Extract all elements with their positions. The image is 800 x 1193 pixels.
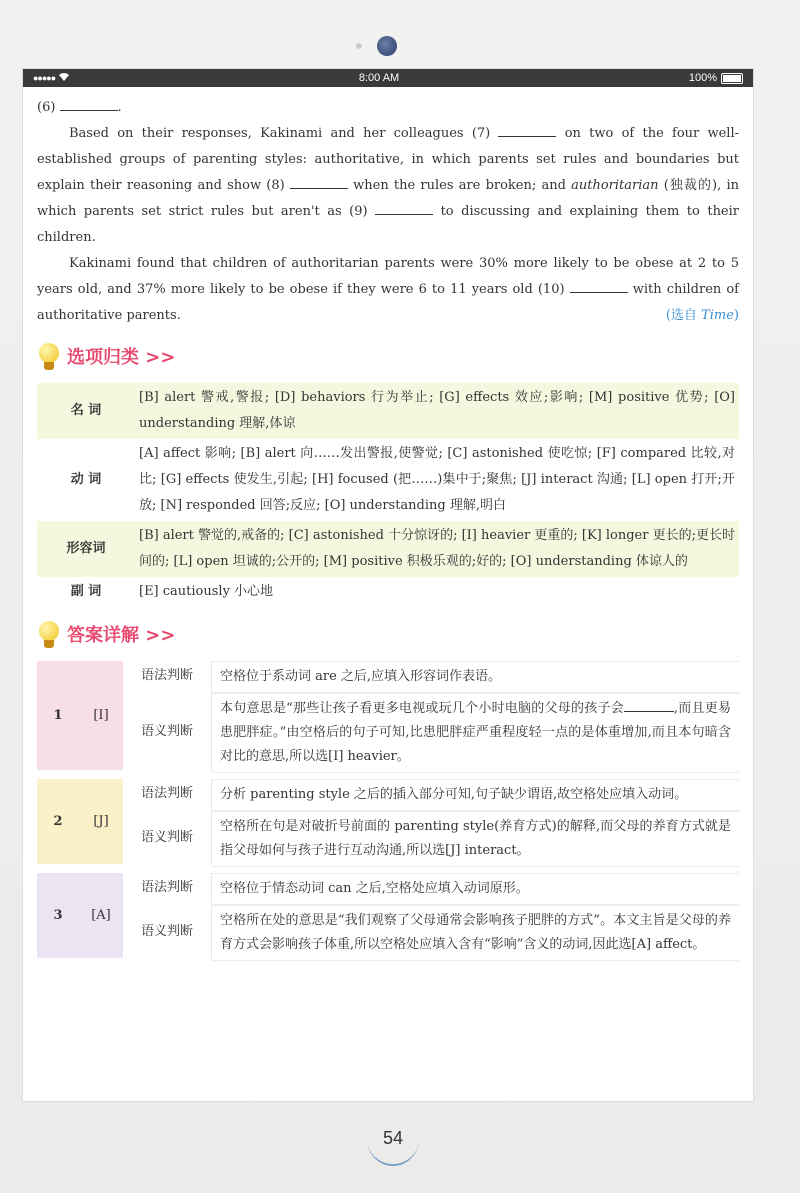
battery-percent: 100%: [688, 72, 717, 84]
blank-10: [570, 280, 628, 293]
category-row-adjective: 形容词 [B] alert 警觉的,戒备的; [C] astonished 十分惊讶的; [I] heavier 更重的; [K] longer 更长的;更长时间的; [L] open 坦诚的;公开的; [M] positive 积极乐观的;好的; [O] understanding 体谅人的: [37, 521, 739, 577]
status-bar: [23, 69, 753, 87]
answer-row-1-semantic: 语义判断 本句意思是“那些让孩子看更多电视或玩几个小时电脑的父母的孩子会 ,而且更易患肥胖症。”由空格后的句子可知,比患肥胖症严重程度轻一点的是体重增加,而且本句暗含对比的意思,所以选[I] heavier。: [37, 693, 739, 773]
lightbulb-icon: [37, 621, 61, 651]
passage-paragraph-2: Kakinami found that children of authoritarian parents were 30% more likely to be obese at 2 to 5 years old, and 37% more likely to be obese if they were 6 to 11 years old (10) with children of authoritative parents. (选自 Time): [37, 251, 739, 329]
screen: [22, 68, 754, 1102]
lightbulb-icon: [37, 343, 61, 373]
section-title-answers: 答案详解 >>: [37, 621, 739, 651]
answer-row-2-semantic: 语义判断 空格所在句是对破折号前面的 parenting style(养育方式)的解释,而父母的养育方式就是指父母如何与孩子进行互动沟通,所以选[J] interact。: [37, 811, 739, 867]
wifi-icon: [59, 72, 69, 84]
sensor-dot: [356, 43, 362, 49]
passage-paragraph-1: Based on their responses, Kakinami and her colleagues (7) on two of the four well-established groups of parenting styles: authoritative, in which parents set rules and boundaries but explain their reasoning and show (8) when the rules are broken; and authoritarian (独裁的), in which parents set strict rules but aren't as (9) to discussing and explaining them to their children.: [37, 126, 740, 245]
source-citation: (选自 Time): [665, 308, 739, 323]
blank-6: [60, 98, 118, 111]
answer-blank: [624, 699, 674, 712]
answer-row-2-grammar: 2 [J] 语法判断 分析 parenting style 之后的插入部分可知,句子缺少谓语,故空格处应填入动词。: [37, 779, 739, 811]
blank-8: [290, 176, 348, 189]
battery-icon: [721, 73, 743, 84]
category-row-verb: 动 词 [A] affect 影响; [B] alert 向……发出警报,使警觉; [C] astonished 使吃惊; [F] compared 比较,对比; [G] effects 使发生,引起; [H] focused (把……)集中于;聚焦; [J] interact 沟通; [L] open 打开;开放; [N] responded 回答;反应; [O] understanding 理解,明白: [70, 446, 735, 513]
section-title-classify: 选项归类 >>: [37, 343, 739, 373]
signal-icon: ●●●●●: [33, 73, 56, 83]
status-time: 8:00 AM: [358, 72, 400, 84]
category-row-adverb: 副 词 [E] cautiously 小心地: [70, 584, 274, 599]
answer-row-3-grammar: 3 [A] 语法判断 空格位于情态动词 can 之后,空格处应填入动词原形。: [37, 873, 739, 905]
page-content: [23, 87, 753, 961]
blank-7: [498, 124, 556, 137]
answer-table: [37, 661, 739, 961]
passage-line-6: (6) .: [37, 100, 122, 115]
answer-row-1-grammar: 1 [I] 语法判断 空格位于系动词 are 之后,应填入形容词作表语。: [37, 661, 739, 693]
answer-row-3-semantic: 语义判断 空格所在处的意思是“我们观察了父母通常会影响孩子肥胖的方式”。本文主旨是父母的养育方式会影响孩子体重,所以空格处应填入含有“影响”含义的动词,因此选[A] affect。: [37, 905, 739, 961]
category-row-noun: 名 词 [B] alert 警戒,警报; [D] behaviors 行为举止; [G] effects 效应;影响; [M] positive 优势; [O] understanding 理解,体谅: [37, 383, 739, 439]
page-number: 54: [367, 1112, 419, 1166]
category-table: [37, 383, 739, 607]
blank-9: [375, 202, 433, 215]
camera-icon: [377, 36, 397, 56]
